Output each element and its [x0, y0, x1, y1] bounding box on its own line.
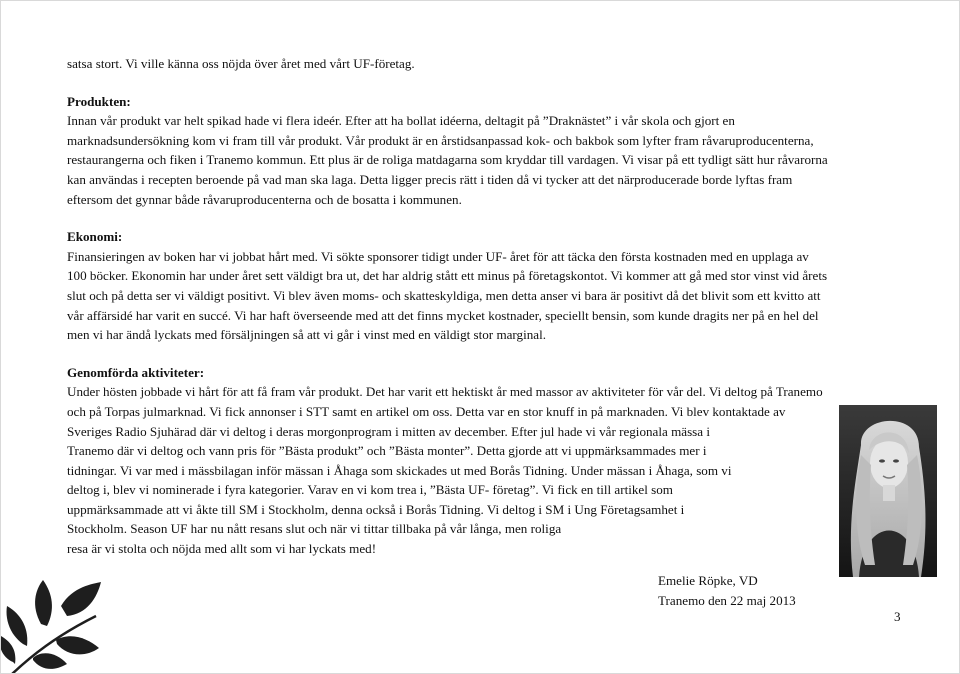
paragraph-line: Innan vår produkt var helt spikad hade vi flera ideér. Efter att ha bollat idéerna, deltagit på ”Draknästet” i vår skola och gjort en [67, 113, 735, 129]
section-heading-produkten: Produkten: [67, 93, 131, 109]
page-number: 3 [894, 609, 901, 624]
portrait-photo [839, 405, 937, 577]
paragraph-line: deltog i, blev vi nominerade i fyra kategorier. Varav en vi kom trea i, ”Bästa UF- företag”. Vi fick en till artikel som [67, 482, 673, 498]
paragraph-line: uppmärksammade att vi åkte till SM i Stockholm, denna också i Borås Tidning. Vi deltog i SM i Ung Företagsamhet i [67, 501, 685, 517]
paragraph-line: Finansieringen av boken har vi jobbat hårt med. Vi sökte sponsorer tidigt under UF- året för att täcka den första kostnaden med en upplaga av [67, 248, 809, 264]
body-text [67, 54, 919, 559]
paragraph-line: Stockholm. Season UF har nu nått resans slut och när vi tittar tillbaka på vår långa, men roliga [67, 521, 562, 537]
intro-line: satsa stort. Vi ville känna oss nöjda över året med vårt UF-företag. [67, 56, 415, 71]
paragraph-line: tidningar. Vi var med i mässbilagan inför mässan i Åhaga som skickades ut med Borås Tidning. Under mässan i Åhaga, som vi [67, 462, 732, 478]
section-heading-aktiviteter: Genomförda aktiviteter: [67, 364, 205, 380]
section-heading-ekonomi: Ekonomi: [67, 229, 123, 245]
portrait-illustration [839, 405, 937, 577]
paragraph-line: men vi har ändå lyckats med försäljningen så att vi går i vinst med en väldigt stor marginal. [67, 327, 547, 343]
paragraph-line: Tranemo där vi deltog och vann pris för ”Bästa produkt” och ”Bästa monter”. Detta gjorde att vi uppmärksammades mer i [67, 443, 707, 459]
signature-place-date: Tranemo den 22 maj 2013 [658, 592, 796, 608]
paragraph-line: Sveriges Radio Sjuhärad där vi deltog i deras morgonprogram i mitten av december. Efter jul hade vi vår regionala mässa i [67, 423, 710, 439]
paragraph-line: restaurangerna och fiken i Tranemo kommun. Ett plus är de roliga matdagarna som kryddar till vardagen. Vi visar på ett tydligt sätt hur råvarorna [67, 152, 828, 168]
signature-name: Emelie Röpke, VD [658, 573, 758, 588]
signature-block [658, 571, 796, 610]
paragraph-line: kan användas i recepten beroende på vad man ska laga. Detta ligger precis rätt i tiden då vi tycker att det närproducerade borde lyftas fram [67, 171, 793, 187]
paragraph-line: slut och på detta ser vi väldigt positivt. Vi blev även moms- och skatteskyldiga, men detta anser vi bara är positivt då det blivit som ett kvitto att [67, 287, 821, 303]
paragraph-line: 100 böcker. Ekonomin har under året sett väldigt bra ut, det har aldrig stått ett minus på företagskontot. Vi kommer att gå med stor vinst vid årets [67, 268, 828, 284]
paragraph-line: vår affärsidé har varit en succé. Vi har haft överseende med att det finns mycket kostnader, speciellt bensin, som kunde dragits ner på en hel del [67, 307, 819, 323]
leaf-branch-icon [1, 576, 111, 674]
paragraph-line: eftersom det gynnar både råvaruproducenterna och de bosatta i kommunen. [67, 191, 462, 207]
paragraph-line: Under hösten jobbade vi hårt för att få fram vår produkt. Det har varit ett hektiskt år med massor av aktiviteter för vår del. Vi deltog på Tranemo [67, 384, 823, 400]
paragraph-line: marknadsundersökning kom vi fram till vår produkt. Vår produkt är en årstidsanpassad kok- och bakbok som lyfter fram råvaruproducenterna, [67, 132, 814, 148]
paragraph-line: och på Torpas julmarknad. Vi fick annonser i STT samt en artikel om oss. Detta var en stor knuff in på marknaden. Vi blev kontaktade av [67, 403, 786, 419]
paragraph-line: resa är vi stolta och nöjda med allt som vi har lyckats med! [67, 541, 377, 557]
